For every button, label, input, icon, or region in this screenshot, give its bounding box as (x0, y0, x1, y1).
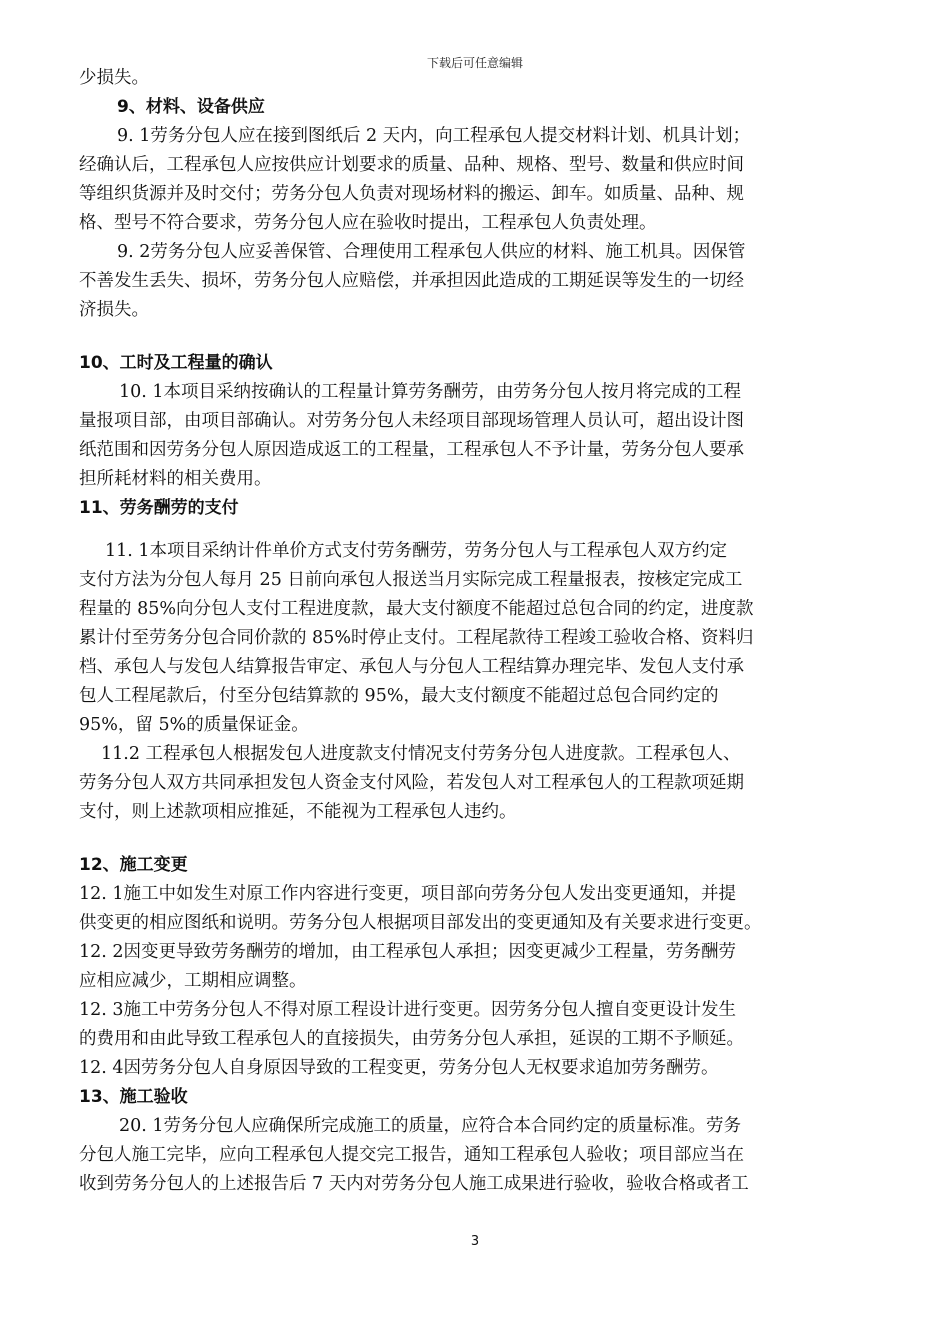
paragraph-line: 档、承包人与发包人结算报告审定、承包人与分包人工程结算办理完毕、发包人支付承 (79, 657, 744, 677)
paragraph-line: 供变更的相应图纸和说明。劳务分包人根据项目部发出的变更通知及有关要求进行变更。 (79, 913, 762, 933)
spacer (79, 523, 819, 537)
paragraph-line: 量报项目部，由项目部确认。对劳务分包人未经项目部现场管理人员认可，超出设计图 (79, 411, 744, 431)
paragraph-line: 程量的 85%向分包人支付工程进度款，最大支付额度不能超过总包合同的约定，进度款 (79, 599, 754, 619)
paragraph-line: 10. 1本项目采纳按确认的工程量计算劳务酬劳，由劳务分包人按月将完成的工程 (119, 382, 742, 402)
spacer (79, 325, 819, 349)
paragraph-line: 劳务分包人双方共同承担发包人资金支付风险，若发包人对工程承包人的工程款项延期 (79, 773, 744, 793)
paragraph-line: 累计付至劳务分包合同价款的 85%时停止支付。工程尾款待工程竣工验收合格、资料归 (79, 628, 754, 648)
paragraph-line: 12. 4因劳务分包人自身原因导致的工程变更，劳务分包人无权要求追加劳务酬劳。 (79, 1058, 719, 1078)
section-heading-9: 9、材料、设备供应 (117, 97, 265, 117)
paragraph-line: 少损失。 (79, 68, 149, 88)
paragraph-line: 95%，留 5%的质量保证金。 (79, 715, 309, 735)
paragraph-line: 济损失。 (79, 300, 149, 320)
paragraph-line: 包人工程尾款后，付至分包结算款的 95%，最大支付额度不能超过总包合同约定的 (79, 686, 719, 706)
page-number: 3 (470, 1234, 480, 1249)
paragraph-line: 支付方法为分包人每月 25 日前向承包人报送当月实际完成工程量报表，按核定完成工 (79, 570, 743, 590)
section-heading-11: 11、劳务酬劳的支付 (79, 498, 239, 518)
paragraph-line: 11.2 工程承包人根据发包人进度款支付情况支付劳务分包人进度款。工程承包人、 (101, 744, 741, 764)
paragraph-line: 9. 2劳务分包人应妥善保管、合理使用工程承包人供应的材料、施工机具。因保管 (117, 242, 746, 262)
page-header: 下载后可任意编辑 (426, 56, 523, 70)
paragraph-line: 支付，则上述款项相应推延，不能视为工程承包人违约。 (79, 802, 517, 822)
paragraph-line: 20. 1劳务分包人应确保所完成施工的质量，应符合本合同约定的质量标准。劳务 (119, 1116, 742, 1136)
paragraph-line: 12. 2因变更导致劳务酬劳的增加，由工程承包人承担；因变更减少工程量，劳务酬劳 (79, 942, 737, 962)
paragraph-line: 担所耗材料的相关费用。 (79, 469, 272, 489)
spacer (79, 827, 819, 851)
paragraph-line: 不善发生丢失、损坏，劳务分包人应赔偿，并承担因此造成的工期延误等发生的一切经 (79, 271, 744, 291)
paragraph-line: 12. 3施工中劳务分包人不得对原工程设计进行变更。因劳务分包人擅自变更设计发生 (79, 1000, 737, 1020)
section-heading-13: 13、施工验收 (79, 1087, 188, 1107)
paragraph-line: 经确认后，工程承包人应按供应计划要求的质量、品种、规格、型号、数量和供应时间 (79, 155, 744, 175)
paragraph-line: 12. 1施工中如发生对原工作内容进行变更，项目部向劳务分包人发出变更通知，并提 (79, 884, 737, 904)
paragraph-line: 格、型号不符合要求，劳务分包人应在验收时提出，工程承包人负责处理。 (79, 213, 657, 233)
paragraph-line: 11. 1本项目采纳计件单价方式支付劳务酬劳，劳务分包人与工程承包人双方约定 (105, 541, 728, 561)
paragraph-line: 分包人施工完毕，应向工程承包人提交完工报告，通知工程承包人验收；项目部应当在 (79, 1145, 744, 1165)
paragraph-line: 应相应减少，工期相应调整。 (79, 971, 307, 991)
section-heading-12: 12、施工变更 (79, 855, 188, 875)
document-body (79, 64, 819, 1199)
paragraph-line: 的费用和由此导致工程承包人的直接损失，由劳务分包人承担，延误的工期不予顺延。 (79, 1029, 744, 1049)
paragraph-line: 等组织货源并及时交付；劳务分包人负责对现场材料的搬运、卸车。如质量、品种、规 (79, 184, 744, 204)
paragraph-line: 9. 1劳务分包人应在接到图纸后 2 天内，向工程承包人提交材料计划、机具计划； (117, 126, 751, 146)
section-heading-10: 10、工时及工程量的确认 (79, 353, 273, 373)
paragraph-line: 纸范围和因劳务分包人原因造成返工的工程量，工程承包人不予计量，劳务分包人要承 (79, 440, 744, 460)
paragraph-line: 收到劳务分包人的上述报告后 7 天内对劳务分包人施工成果进行验收，验收合格或者工 (79, 1174, 749, 1194)
